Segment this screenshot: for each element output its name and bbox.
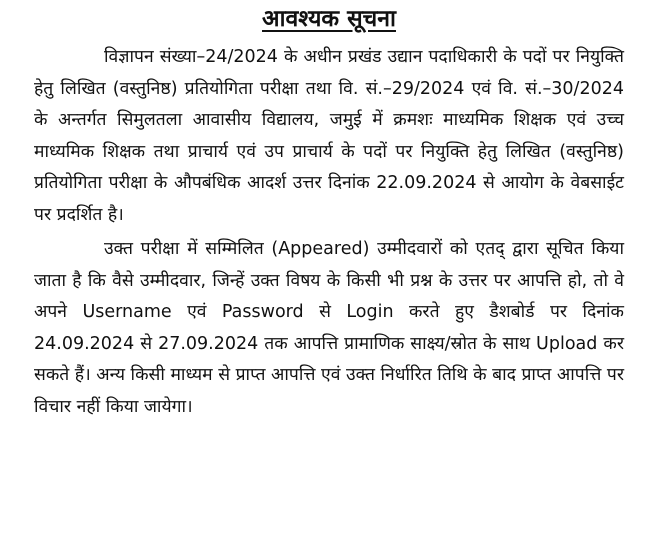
notice-paragraph-2: उक्त परीक्षा में सम्मिलित (Appeared) उम्मीदवारों को एतद् द्वारा सूचित किया जाता है कि वैसे उम्मीदवार, जिन्हें उक्त विषय के किसी भी प्रश्न के उत्तर पर आपत्ति हो, तो वे अपने Username एवं Password से Login करते हुए डैशबोर्ड पर दिनांक 24.09.2024 से 27.09.2024 तक आपत्ति प्रामाणिक साक्ष्य/स्रोत के साथ Upload कर सकते हैं। अन्य किसी माध्यम से प्राप्त आपत्ति एवं उक्त निर्धारित तिथि के बाद प्राप्त आपत्ति पर विचार नहीं किया जायेगा। [34,239,624,417]
notice-title-text: आवश्यक सूचना [262,6,396,32]
notice-paragraph-1: विज्ञापन संख्या–24/2024 के अधीन प्रखंड उद्यान पदाधिकारी के पदों पर नियुक्ति हेतु लिखित (वस्तुनिष्ठ) प्रतियोगिता परीक्षा तथा वि. सं.–29/2024 एवं वि. सं.–30/2024 के अन्तर्गत सिमुलतला आवासीय विद्यालय, जमुई में क्रमशः माध्यमिक शिक्षक एवं उच्च माध्यमिक शिक्षक तथा प्राचार्य एवं उप प्राचार्य के पदों पर नियुक्ति हेतु लिखित (वस्तुनिष्ठ) प्रतियोगिता परीक्षा के औपबंधिक आदर्श उत्तर दिनांक 22.09.2024 से आयोग के वेबसाईट पर प्रदर्शित है। [34,47,624,225]
notice-title [34,4,624,34]
